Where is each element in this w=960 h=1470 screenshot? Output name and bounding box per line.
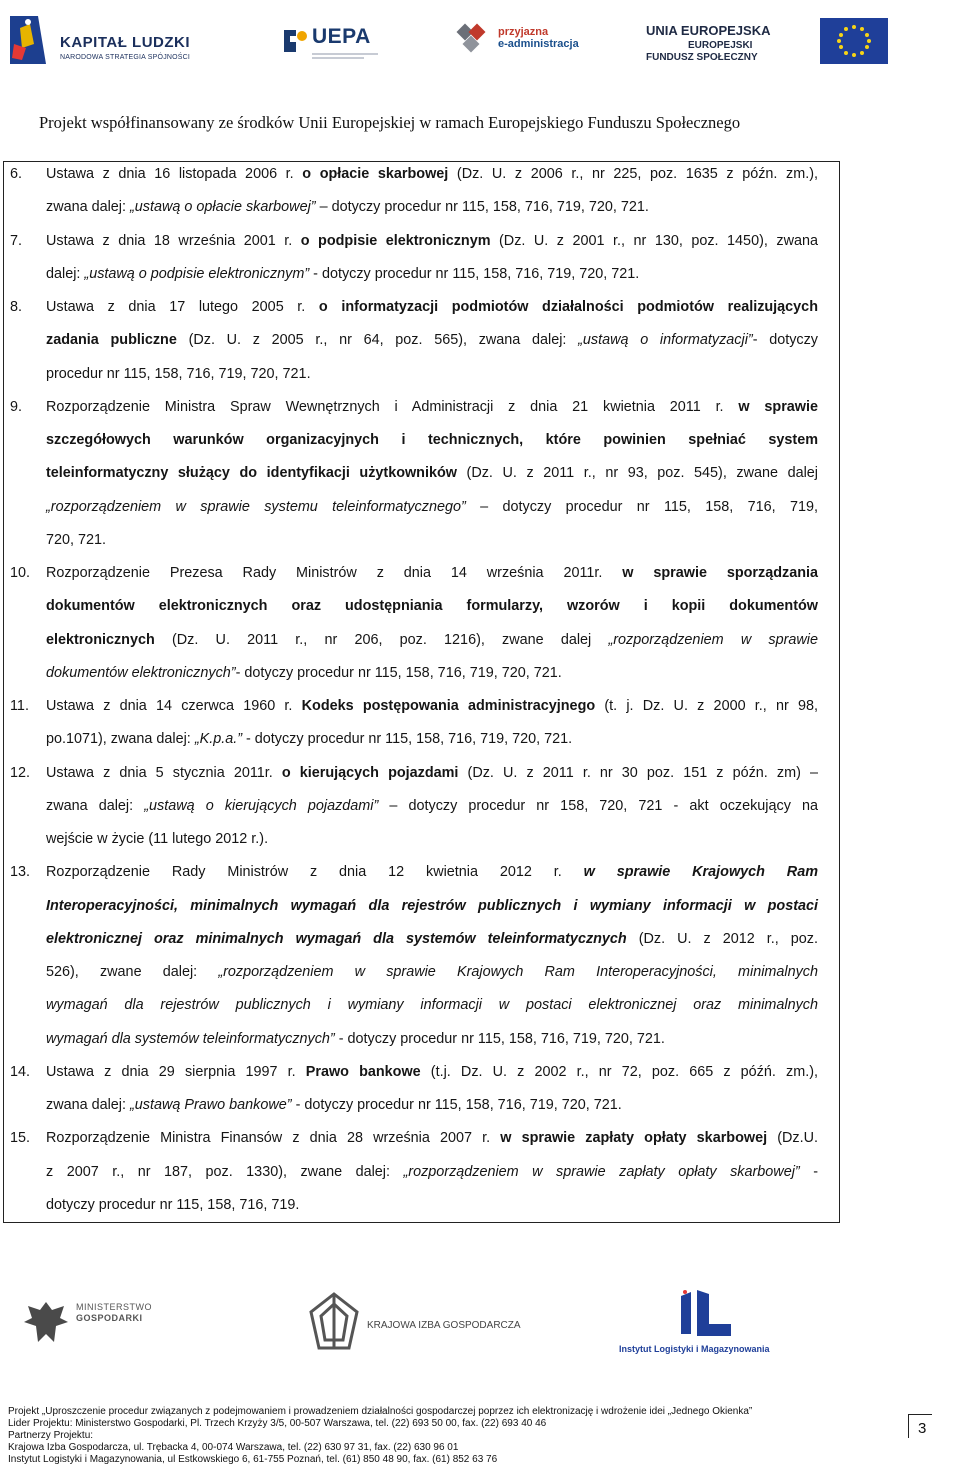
ministerstwo-line1: MINISTERSTWO (76, 1302, 152, 1312)
text-segment: wymagań dla systemów teleinformatycznych” (46, 1030, 335, 1047)
text-segment: - dotyczy procedur nr 115, 158, 716, 719, 720, 721. (334, 1030, 665, 1047)
item-line (46, 997, 818, 1013)
text-segment: teleinformatyczny służący do identyfikacji użytkowników (46, 465, 457, 482)
kig-emblem-icon (305, 1290, 363, 1354)
item-line (46, 465, 818, 481)
item-line (46, 266, 639, 282)
item-number: 14. (10, 1063, 31, 1080)
text-segment: w sprawie (738, 398, 818, 415)
text-segment: zwana dalej: (46, 199, 130, 216)
kapital-ludzki-subtitle: NARODOWA STRATEGIA SPÓJNOŚCI (60, 54, 191, 61)
text-segment: – dotyczy procedur nr 115, 158, 716, 719, (465, 498, 818, 515)
item-line (46, 665, 562, 681)
item-line (46, 598, 818, 614)
text-segment: Ustawa z dnia 29 sierpnia 1997 r. (46, 1063, 306, 1080)
item-line (46, 532, 106, 548)
item-number: 6. (10, 166, 23, 182)
text-segment: wymagań dla rejestrów publicznych i wymiany informacji w postaci elektronicznej oraz minimalnych (46, 997, 818, 1014)
text-segment: - dotyczy procedur nr 115, 158, 716, 719, 720, 721. (291, 1097, 622, 1113)
text-segment: Ustawa z dnia 16 listopada 2006 r. (46, 166, 303, 182)
footer (8, 1406, 752, 1466)
text-segment: „rozporządzeniem w sprawie (608, 631, 818, 648)
text-segment: o kierujących pojazdami (281, 764, 459, 781)
item-number: 15. (10, 1130, 31, 1147)
text-segment: Interoperacyjności, minimalnych wymagań dla rejestrów publicznych i wymiany informacji w postaci (46, 897, 818, 914)
text-segment: – dotyczy procedur nr 115, 158, 716, 719, 720, 721. (315, 199, 649, 216)
text-segment: w sprawie zapłaty opłaty skarbowej (500, 1130, 768, 1147)
text-segment: - dotyczy procedur nr 115, 158, 716, 719, 720, 721. (309, 265, 640, 282)
text-segment: po.1071), zwana dalej: (46, 731, 195, 748)
text-segment: (Dz. U. z 2006 r., nr 225, poz. 1635 z późn. zm.), (448, 166, 819, 182)
text-segment: „ustawą o opłacie skarbowej” (130, 199, 316, 216)
item-line (46, 632, 818, 648)
item-line (46, 366, 311, 382)
text-segment: „ustawą o kierujących pojazdami” (144, 797, 379, 814)
text-segment: Rozporządzenie Prezesa Rady Ministrów z dnia 14 września 2011r. (46, 565, 623, 581)
text-segment: (Dz. U. z 2011 r., nr 93, poz. 545), zwane dalej (456, 465, 819, 482)
item-line (46, 864, 818, 880)
item-number: 13. (10, 864, 31, 881)
e-administracja-line1: przyjazna (498, 26, 549, 38)
text-segment: (Dz. U. z 2001 r., nr 130, poz. 1450), zwana (490, 232, 818, 249)
text-segment: (Dz. U. z 2005 r., nr 64, poz. 565), zwana dalej: (176, 332, 579, 349)
footer-project: Projekt „Uproszczenie procedur związanych z podejmowaniem i prowadzeniem działalności gospodarczej poprzez ich elektronizację i wdrożenie idei „Jednego Okienka” (8, 1406, 753, 1417)
ilim-logo (615, 1290, 785, 1360)
text-segment: Rozporządzenie Ministra Finansów z dnia 28 września 2007 r. (46, 1130, 501, 1147)
footer-partners-label: Partnerzy Projektu: (8, 1430, 94, 1441)
item-number: 10. (10, 565, 31, 581)
ue-line2: EUROPEJSKI (688, 40, 753, 51)
item-line (46, 233, 818, 249)
eagle-icon (20, 1298, 72, 1346)
text-segment: z 2007 r., nr 187, poz. 1330), zwane dalej: (46, 1163, 404, 1180)
text-segment: dotyczy procedur nr 115, 158, 716, 719. (46, 1196, 300, 1213)
text-segment: – dotyczy procedur nr 158, 720, 721 - akt oczekujący na (378, 797, 819, 814)
text-segment: dokumentów elektronicznych oraz udostępniania formularzy, wzorów i kopii dokumentów (46, 598, 818, 615)
text-segment: Rozporządzenie Rady Ministrów z dnia 12 kwietnia 2012 r. (46, 864, 584, 881)
text-segment: zadania publiczne (46, 332, 177, 349)
text-segment: - (799, 1163, 818, 1180)
text-segment: dokumentów elektronicznych” (46, 664, 236, 681)
item-line (46, 698, 818, 714)
item-line (46, 1031, 665, 1047)
text-segment: wejście w życie (11 lutego 2012 r.). (46, 831, 269, 847)
text-segment: Ustawa z dnia 5 stycznia 2011r. (46, 764, 282, 781)
footer-partner-kig: Krajowa Izba Gospodarcza, ul. Trębacka 4, 00-074 Warszawa, tel. (22) 630 97 31, fax. (22) 630 96 01 (8, 1442, 459, 1453)
text-segment: zwana dalej: (46, 797, 145, 814)
text-segment: Kodeks postępowania administracyjnego (301, 698, 596, 714)
e-administracja-line2: e-administracja (498, 38, 579, 50)
text-segment: o informatyzacji podmiotów działalności podmiotów realizujących (318, 299, 818, 315)
ue-title: UNIA EUROPEJSKA (646, 23, 771, 38)
item-line (46, 332, 818, 348)
text-segment: Prawo bankowe (305, 1063, 421, 1080)
text-segment: w sprawie sporządzania (622, 565, 819, 581)
item-line (46, 1197, 299, 1213)
text-segment: Ustawa z dnia 17 lutego 2005 r. (46, 299, 319, 315)
text-segment: „rozporządzeniem w sprawie zapłaty opłaty skarbowej” (403, 1163, 800, 1180)
text-segment: szczegółowych warunków organizacyjnych i technicznych, które powinien spełniać system (46, 432, 818, 448)
footer-leader: Lider Projektu: Ministerstwo Gospodarki, Pl. Trzech Krzyży 3/5, 00-507 Warszawa, tel. (22) 693 50 00, fax. (22) 693 40 46 (8, 1418, 547, 1429)
text-segment: elektronicznych (46, 631, 155, 648)
text-segment: dalej: (46, 265, 85, 282)
item-line (46, 166, 818, 182)
footer-partner-ilim: Instytut Logistyki i Magazynowania, ul Estkowskiego 6, 61-755 Poznań, tel. (61) 850 48 90, fax. (61) 852 63 76 (8, 1454, 498, 1465)
project-title: Projekt współfinansowany ze środków Unii Europejskiej w ramach Europejskiego Funduszu Społecznego (39, 113, 741, 132)
item-line (46, 199, 649, 215)
item-line (46, 299, 818, 315)
text-segment: „K.p.a.” (194, 731, 242, 748)
item-line (46, 1164, 818, 1180)
item-line (46, 432, 818, 448)
item-line (46, 565, 818, 581)
text-segment: w sprawie Krajowych Ram (583, 864, 818, 881)
item-number: 8. (10, 299, 23, 315)
text-segment: Rozporządzenie Ministra Spraw Wewnętrznych i Administracji z dnia 21 kwietnia 2011 r. (46, 398, 739, 415)
ministerstwo-gospodarki-logo (20, 1298, 160, 1348)
kig-logo (305, 1290, 535, 1360)
item-line (46, 964, 818, 980)
ilim-emblem-icon (675, 1290, 735, 1338)
item-number: 11. (10, 698, 29, 714)
item-line (46, 765, 818, 781)
item-line (46, 798, 818, 814)
text-segment: „ustawą o podpisie elektronicznym” (84, 265, 310, 282)
text-segment: elektronicznej oraz minimalnych wymagań dla systemów teleinformatycznych (46, 930, 627, 947)
text-segment: „ustawą o informatyzacji” (578, 332, 753, 349)
item-line (46, 1130, 818, 1146)
text-segment: - dotyczy procedur nr 115, 158, 716, 719, 720, 721. (235, 664, 562, 681)
item-line (46, 731, 572, 747)
ue-line3: FUNDUSZ SPOŁECZNY (646, 52, 758, 63)
page-number: 3 (918, 1420, 927, 1437)
ministerstwo-line2: GOSPODARKI (76, 1313, 143, 1323)
item-line (46, 931, 818, 947)
item-number: 9. (10, 398, 23, 415)
text-segment: Ustawa z dnia 18 września 2001 r. (46, 232, 301, 249)
uepa-title: UEPA (312, 25, 371, 48)
kig-label: KRAJOWA IZBA GOSPODARCZA (367, 1320, 521, 1331)
item-number: 12. (10, 764, 31, 781)
text-segment: „ustawą Prawo bankowe” (130, 1097, 292, 1113)
item-line (46, 1097, 622, 1113)
text-segment: o podpisie elektronicznym (300, 232, 491, 249)
text-segment: o opłacie skarbowej (302, 166, 449, 182)
kapital-ludzki-title: KAPITAŁ LUDZKI (60, 34, 191, 51)
text-segment: (t. j. Dz. U. z 2000 r., nr 98, (595, 698, 818, 714)
item-line (46, 831, 268, 847)
text-segment: (Dz. U. z 2012 r., poz. (626, 930, 818, 947)
text-segment: (t.j. Dz. U. z 2002 r., nr 72, poz. 665 z późń. zm.), (420, 1063, 818, 1080)
item-line (46, 399, 818, 415)
text-segment: zwana dalej: (46, 1097, 130, 1113)
text-segment: (Dz. U. 2011 r., nr 206, poz. 1216), zwane dalej (154, 631, 609, 648)
text-segment: - dotyczy procedur nr 115, 158, 716, 719, 720, 721. (242, 731, 573, 748)
text-segment: „rozporządzeniem w sprawie systemu teleinformatycznego” (46, 498, 466, 515)
text-segment: (Dz.U. (767, 1130, 818, 1147)
item-line (46, 499, 818, 515)
text-segment: procedur nr 115, 158, 716, 719, 720, 721. (46, 365, 311, 382)
text-segment: Ustawa z dnia 14 czerwca 1960 r. (46, 698, 302, 714)
text-segment: - dotyczy (752, 332, 818, 349)
item-line (46, 898, 818, 914)
item-line (46, 1064, 818, 1080)
text-segment: 526), zwane dalej: (46, 964, 219, 980)
text-segment: „rozporządzeniem w sprawie Krajowych Ram Interoperacyjności, minimalnych (218, 964, 818, 980)
item-number: 7. (10, 232, 23, 249)
ilim-label: Instytut Logistyki i Magazynowania (619, 1344, 770, 1354)
text-segment: (Dz. U. z 2011 r. nr 30 poz. 151 z późn. zm) – (458, 764, 818, 781)
text-segment: 720, 721. (46, 531, 107, 548)
